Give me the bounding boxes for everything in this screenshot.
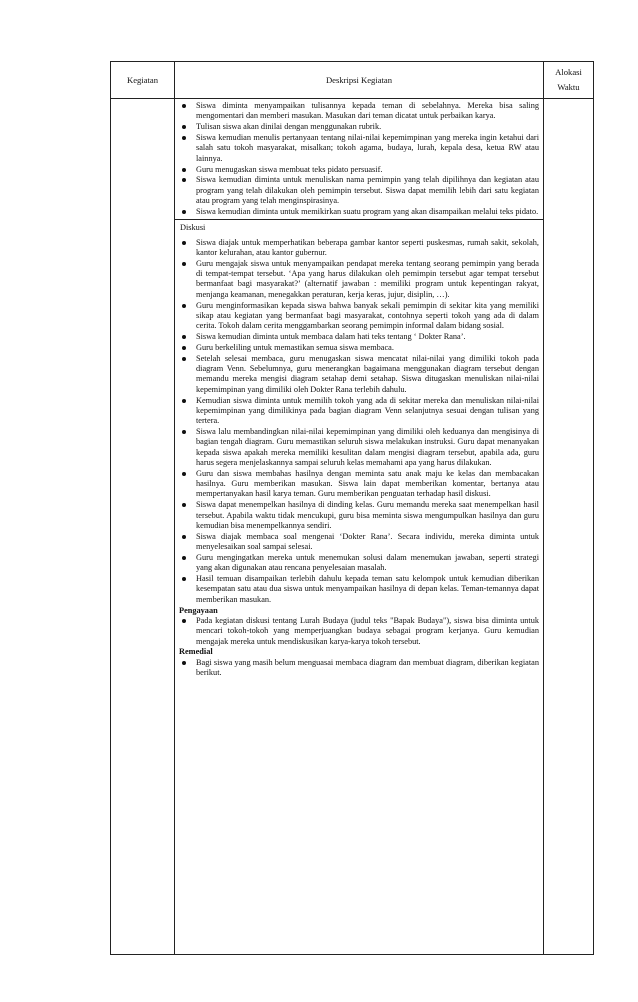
header-alokasi-waktu bbox=[544, 62, 594, 99]
list-item: Siswa diajak untuk memperhatikan beberapa gambar kantor seperti puskesmas, rumah sakit, sekolah, kantor kelurahan, atau kantor gubernur. bbox=[178, 238, 539, 259]
bullet-icon bbox=[182, 357, 186, 361]
list-item: Hasil temuan disampaikan terlebih dahulu kepada teman satu kelompok untuk kemudian diberikan kesempatan satu atau dua siswa untuk menyampaikan hasilnya di depan kelas. Teman-temannya dapat memberikan masukan. bbox=[178, 574, 539, 605]
list-item: Guru menginformasikan kepada siswa bahwa banyak sekali pemimpin di sekitar kita yang memiliki sikap atau kegiatan yang bermanfaat bagi masyarakat, contohnya seperti tokoh yang ada di dalam cerita. Tokoh dalam cerita menggambarkan seorang pemimpin informal dalam bidang sosial. bbox=[178, 301, 539, 332]
list-item: Siswa kemudian diminta untuk memikirkan suatu program yang akan disampaikan melalui teks pidato. bbox=[178, 207, 539, 217]
bullet-icon bbox=[182, 661, 186, 665]
bullet-icon bbox=[182, 210, 186, 214]
bullet-icon bbox=[182, 556, 186, 560]
list-item: Siswa diminta menyampaikan tulisannya kepada teman di sebelahnya. Mereka bisa saling mengomentari dan memberi masukan. Masukan dari teman dicatat untuk perbaikan karya. bbox=[178, 101, 539, 122]
block2-list bbox=[178, 238, 539, 606]
deskripsi-cell bbox=[175, 99, 544, 955]
list-item: Guru dan siswa membahas hasilnya dengan meminta satu anak maju ke kelas dan membacakan hasilnya. Guru memberikan masukan. Siswa lain dapat memberikan komentar, bertanya atau mempertanyakan hasil karya teman. Guru memberikan penguatan terhadap hasil diskusi. bbox=[178, 469, 539, 500]
bullet-icon bbox=[182, 304, 186, 308]
bullet-icon bbox=[182, 619, 186, 623]
list-item: Siswa diajak membaca soal mengenai ‘Dokter Rana’. Secara individu, mereka diminta untuk menyelesaikan soal sampai selesai. bbox=[178, 532, 539, 553]
lesson-table bbox=[110, 61, 594, 955]
bullet-icon bbox=[182, 335, 186, 339]
list-item: Setelah selesai membaca, guru menugaskan siswa mencatat nilai-nilai yang dimiliki tokoh pada diagram Venn. Sebelumnya, guru menerangkan bagaimana menggunakan diagram tersebut dengan memandu mereka mengisi diagram setahap demi setahap. Siswa ditugaskan menuliskan nilai-nilai kepemimpinan yang dimiliki oleh Dokter Rana terlebih dahulu. bbox=[178, 354, 539, 395]
bullet-icon bbox=[182, 346, 186, 350]
header-alokasi-line: Alokasi bbox=[555, 67, 582, 77]
bullet-icon bbox=[182, 262, 186, 266]
bullet-icon bbox=[182, 430, 186, 434]
bullet-icon bbox=[182, 503, 186, 507]
header-waktu-line: Waktu bbox=[557, 82, 580, 92]
bullet-icon bbox=[182, 577, 186, 581]
alokasi-waktu-cell bbox=[544, 99, 594, 955]
list-item: Siswa lalu membandingkan nilai-nilai kepemimpinan yang dimiliki oleh keduanya dan mengisinya di bagian tengah diagram. Guru memastikan seluruh siswa melakukan instruksi. Guru dapat menanyakan kepada siswa apakah mereka memiliki kesulitan dalam mengisi diagram tersebut, apabila ada, guru harus segera menjelaskannya sampai seluruh kelas memahami apa yang harus dilakukan. bbox=[178, 427, 539, 468]
section-divider bbox=[175, 219, 543, 220]
header-deskripsi-kegiatan: Deskripsi Kegiatan bbox=[175, 62, 544, 99]
bullet-icon bbox=[182, 178, 186, 182]
pengayaan-heading: Pengayaan bbox=[179, 605, 218, 615]
list-item: Pada kegiatan diskusi tentang Lurah Budaya (judul teks "Bapak Budaya"), siswa bisa diminta untuk mencari tokoh-tokoh yang memperjuangkan budaya sebagai program kerjanya. Guru kemudian mengajak mereka untuk mendiskusikan karya-karya tokoh tersebut. bbox=[178, 616, 539, 647]
list-item: Guru mengingatkan mereka untuk menemukan solusi dalam menemukan jawaban, seperti strategi yang akan digunakan atau rencana penyelesaian masalah. bbox=[178, 553, 539, 574]
block1-list bbox=[178, 101, 539, 217]
list-item: Siswa kemudian menulis pertanyaan tentang nilai-nilai kepemimpinan yang mereka ingin ketahui dari salah satu tokoh masyarakat, misalkan; tokoh agama, budaya, lurah, kepala desa, ketua RW atau lainnya. bbox=[178, 133, 539, 164]
bullet-icon bbox=[182, 125, 186, 129]
bullet-icon bbox=[182, 168, 186, 172]
list-item: Siswa kemudian diminta untuk membaca dalam hati teks tentang ‘ Dokter Rana’. bbox=[178, 332, 539, 342]
bullet-icon bbox=[182, 241, 186, 245]
kegiatan-cell bbox=[111, 99, 175, 955]
list-item: Kemudian siswa diminta untuk memilih tokoh yang ada di sekitar mereka dan menuliskan nilai-nilai kepemimpinan yang dimilikinya pada bagian diagram Venn selanjutnya sesuai dengan tulisan yang tertera. bbox=[178, 396, 539, 427]
remedial-heading: Remedial bbox=[179, 647, 213, 657]
bullet-icon bbox=[182, 136, 186, 140]
bullet-icon bbox=[182, 535, 186, 539]
bullet-icon bbox=[182, 399, 186, 403]
list-item: Tulisan siswa akan dinilai dengan menggunakan rubrik. bbox=[178, 122, 539, 132]
list-item: Siswa dapat menempelkan hasilnya di dinding kelas. Guru memandu mereka saat menempelkan hasil tersebut. Apabila waktu tidak mencukupi, guru bisa meminta siswa mengumpulkan hasilnya dan guru kemudian bisa menempelkannya sendiri. bbox=[178, 500, 539, 531]
bullet-icon bbox=[182, 472, 186, 476]
block3-list bbox=[178, 616, 539, 647]
list-item: Bagi siswa yang masih belum menguasai membaca diagram dan membuat diagram, diberikan kegiatan berikut. bbox=[178, 658, 539, 679]
bullet-icon bbox=[182, 104, 186, 108]
list-item: Siswa kemudian diminta untuk menuliskan nama pemimpin yang telah dipilihnya dan kegiatan atau program yang telah dilakukan oleh pemimpin tersebut. Siswa dapat memilih lebih dari satu kegiatan atau program yang telah menginspirasinya. bbox=[178, 175, 539, 206]
table-header-row bbox=[111, 62, 594, 99]
header-kegiatan: Kegiatan bbox=[111, 62, 175, 99]
list-item: Guru menugaskan siswa membuat teks pidato persuasif. bbox=[178, 165, 539, 175]
block4-list bbox=[178, 658, 539, 679]
list-item: Guru mengajak siswa untuk menyampaikan pendapat mereka tentang seorang pemimpin yang berada di tempat-tempat tersebut. ‘Apa yang harus dilakukan oleh pemimpin tersebut agar tempat tersebut bermanfaat bagi masyarakat?’ (alternatif jawaban : memiliki program untuk kepentingan rakyat, menjanga keamanan, menegakkan peraturan, kerja keras, jujur, disiplin, …). bbox=[178, 259, 539, 300]
list-item: Guru berkeliling untuk memastikan semua siswa membaca. bbox=[178, 343, 539, 353]
table-body-row bbox=[111, 99, 594, 955]
diskusi-heading: Diskusi bbox=[180, 223, 206, 233]
